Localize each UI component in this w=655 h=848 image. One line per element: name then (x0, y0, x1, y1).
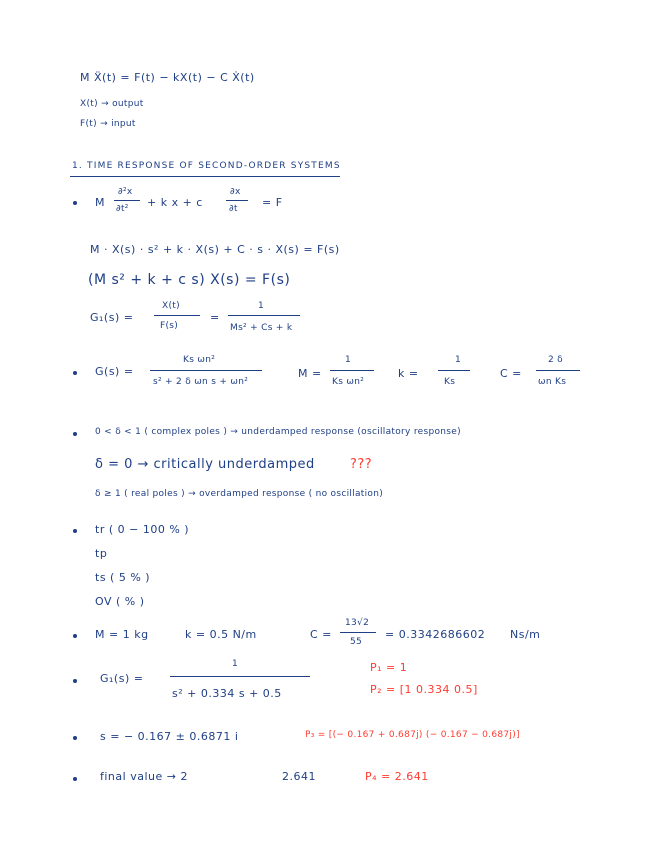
factored-equation: (M s² + k + c s) X(s) = F(s) (88, 272, 291, 288)
dt-denominator: ∂t (229, 204, 238, 214)
final-value-label: final value → 2 (100, 770, 188, 783)
fraction-bar (536, 370, 580, 371)
k-label: k = (398, 367, 419, 380)
g-numerator: Ks ωn² (183, 355, 216, 365)
g-example-denominator: s² + 0.334 s + 0.5 (172, 687, 282, 700)
bullet (73, 529, 77, 533)
fraction-bar (170, 676, 310, 677)
m-denominator: Ks ωn² (332, 377, 365, 387)
fraction-bar (114, 200, 140, 201)
overshoot-spec: OV ( % ) (95, 595, 145, 608)
overdamped-case: δ ≥ 1 ( real poles ) → overdamped response ( no oscillation) (95, 489, 384, 499)
fraction-bar (228, 315, 300, 316)
equals-sign: = (210, 311, 220, 324)
underdamped-case: 0 < δ < 1 ( complex poles ) → underdamped response (oscillatory response) (95, 427, 461, 437)
bullet (73, 679, 77, 683)
input-definition: F(t) → input (80, 119, 136, 129)
c-label: C = (500, 367, 522, 380)
rise-time-spec: tr ( 0 − 100 % ) (95, 523, 190, 536)
bullet (73, 201, 77, 205)
d2t-denominator: ∂t² (116, 204, 129, 214)
d2x-numerator: ∂²x (118, 187, 133, 197)
dx-numerator: ∂x (230, 187, 241, 197)
bullet (73, 736, 77, 740)
question-marks: ??? (350, 457, 373, 472)
bullet (73, 777, 77, 781)
damping-unit: Ns/m (510, 628, 541, 641)
damping-numerator: 13√2 (345, 618, 370, 628)
critical-case: δ = 0 → critically underdamped (95, 457, 315, 472)
fraction-bar (340, 632, 376, 633)
mass-symbol: M (95, 196, 105, 209)
damping-label: C = (310, 628, 332, 641)
damping-denominator: 55 (350, 637, 363, 647)
fraction-bar (330, 370, 374, 371)
spring-value: k = 0.5 N/m (185, 628, 257, 641)
damping-decimal: = 0.3342686602 (385, 628, 486, 641)
g1-label: G₁(s) = (90, 311, 134, 324)
c-numerator: 2 δ (548, 355, 563, 365)
fraction-bar (226, 200, 248, 201)
final-value-number: 2.641 (282, 770, 316, 783)
output-definition: X(t) → output (80, 99, 144, 109)
g-example-label: G₁(s) = (100, 672, 144, 685)
g1-characteristic-polynomial: Ms² + Cs + k (230, 323, 293, 333)
m-numerator: 1 (345, 355, 352, 365)
bullet (73, 371, 77, 375)
c-denominator: ωn Ks (538, 377, 567, 387)
fraction-bar (150, 370, 262, 371)
bullet (73, 634, 77, 638)
g-label: G(s) = (95, 365, 134, 378)
g1-numerator-one: 1 (258, 301, 265, 311)
p3-roots: P₃ = [(− 0.167 + 0.687j) (− 0.167 − 0.687j)] (305, 730, 520, 740)
p4-value: P₄ = 2.641 (365, 770, 429, 783)
g1-numerator: X(t) (162, 301, 180, 311)
bullet (73, 432, 77, 436)
section-title: 1. TIME RESPONSE OF SECOND-ORDER SYSTEMS (72, 161, 341, 171)
fraction-bar (154, 315, 200, 316)
p1-value: P₁ = 1 (370, 661, 408, 674)
peak-time-spec: tp (95, 547, 108, 560)
spring-damper-terms: + k x + c (147, 196, 203, 209)
force-rhs: = F (262, 196, 283, 209)
mass-value: M = 1 kg (95, 628, 149, 641)
roots-equation: s = − 0.167 ± 0.6871 i (100, 730, 239, 743)
k-denominator: Ks (444, 377, 456, 387)
settling-time-spec: ts ( 5 % ) (95, 571, 151, 584)
m-label: M = (298, 367, 322, 380)
g-example-numerator: 1 (232, 659, 239, 669)
g-denominator: s² + 2 δ ωn s + ωn² (153, 377, 249, 387)
laplace-equation: M · X(s) · s² + k · X(s) + C · s · X(s) = F(s) (90, 243, 340, 256)
p2-value: P₂ = [1 0.334 0.5] (370, 683, 478, 696)
k-numerator: 1 (455, 355, 462, 365)
g1-denominator: F(s) (160, 321, 179, 331)
fraction-bar (438, 370, 470, 371)
section-underline (70, 176, 340, 177)
equation-of-motion: M Ẍ(t) = F(t) − kX(t) − C Ẋ(t) (80, 71, 255, 84)
